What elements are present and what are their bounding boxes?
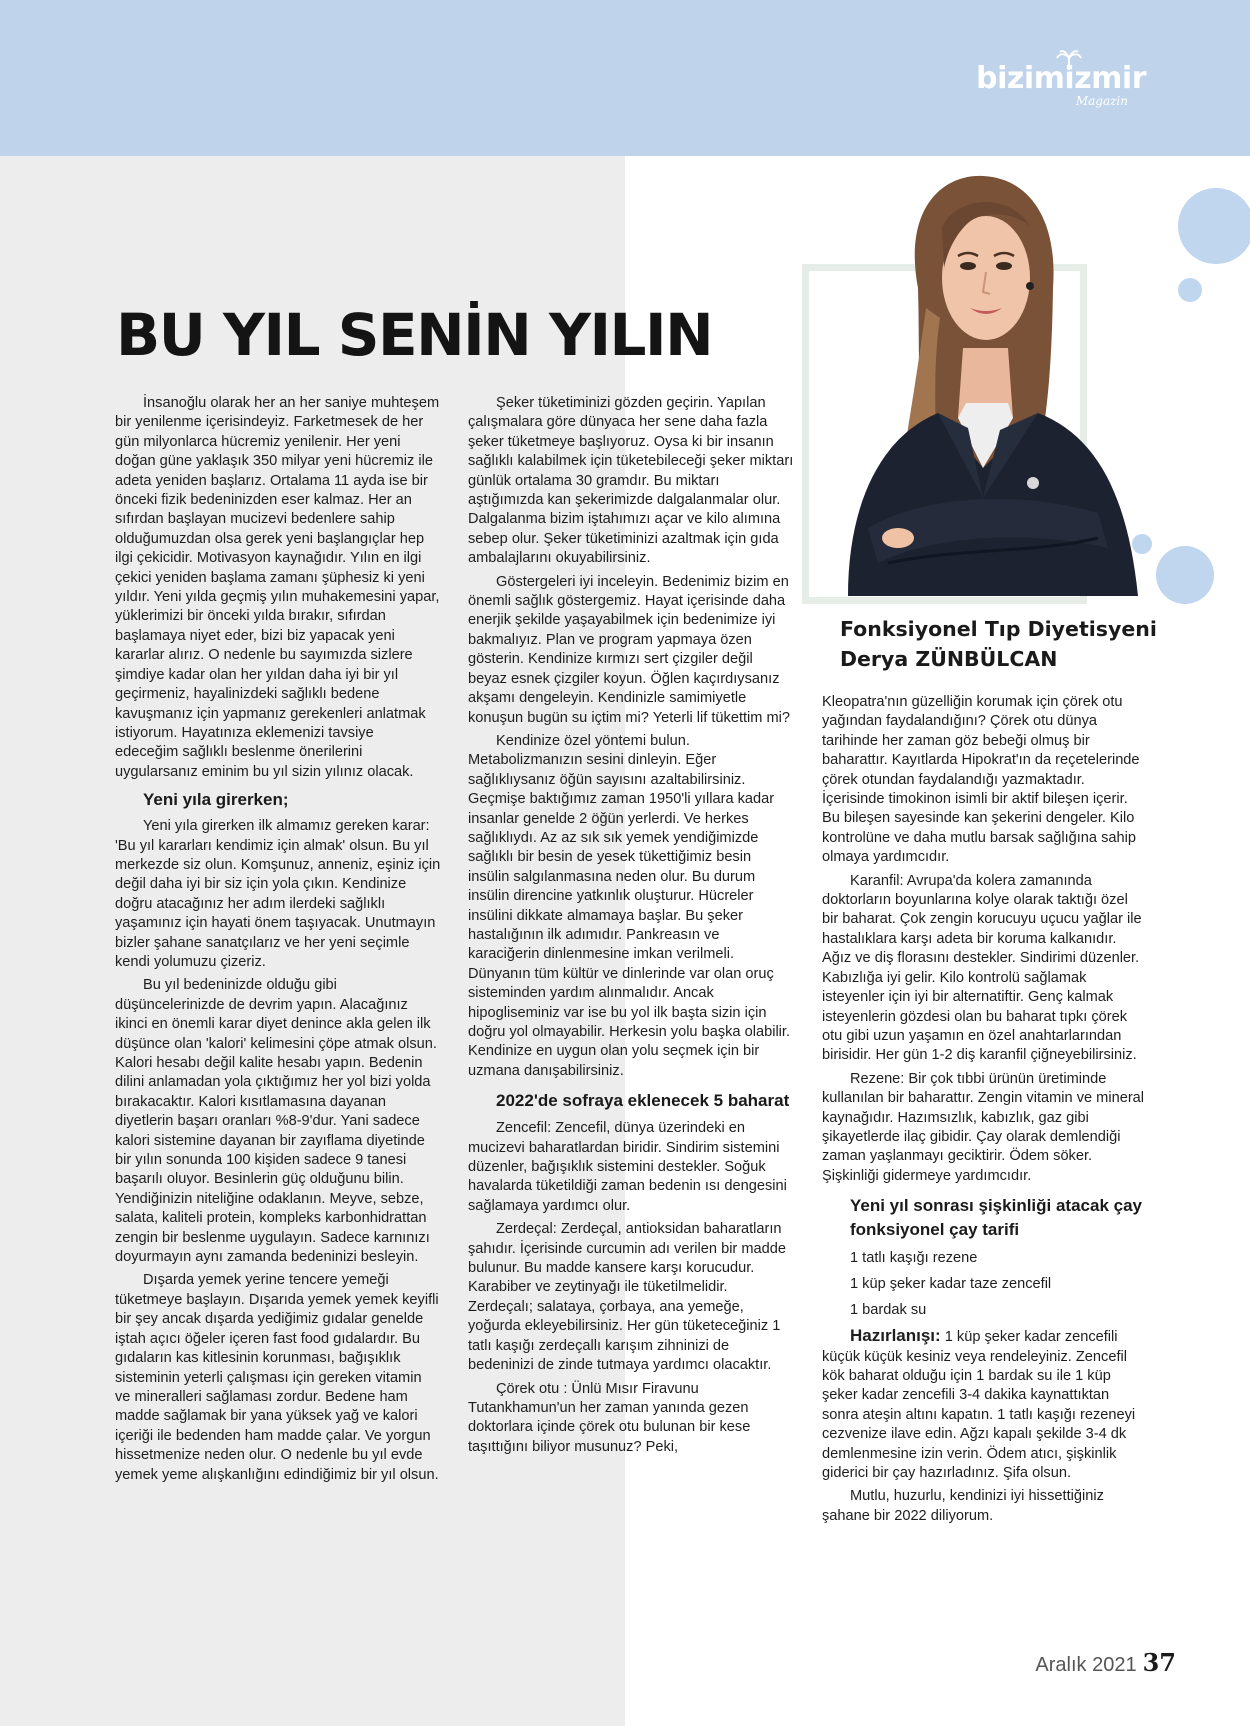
- paragraph: Karanfil: Avrupa'da kolera zamanında doktorların boyunlarına kolye olarak taktığı özel bir baharat. Çok zengin korucuyu uçucu yağlar ile hastalıklara karşı adeta bir koruma kalkanıdır. Ağız ve diş florasını destekler. Sindirimi düzenler. Kabızlığa iyi gelir. Kilo kontrolü sağlamak isteyenler için iyi bir alternatiftir. Genç kalmak isteyenlerin gözdesi olan bu baharat tıpkı çörek otu gibi uzun yaşamın en özel anahtarlarından birisidir. Her gün 1-2 diş karanfil çiğneyebilirsiniz.: [822, 872, 1142, 1064]
- author-name: Derya ZÜNBÜLCAN: [840, 647, 1058, 671]
- paragraph: Şeker tüketiminizi gözden geçirin. Yapılan çalışmalara göre dünyaca her sene daha fazla şeker tüketmeye başlıyoruz. Oysa ki bir insanın sağlıklı kalabilmek için tüketebileceği şeker miktarı günlük ortalama 30 gramdır. Bu miktarı aştığımızda kan şekerimizde dalgalanmalar olur. Dalgalanma bizim iştahımızı açar ve kilo alımına sebep olur. Şeker tüketiminizi azaltmak için gıda ambalajlarını okuyabilirsiniz.: [468, 395, 794, 567]
- recipe-preparation: [822, 1326, 1148, 1483]
- author-portrait: [808, 168, 1148, 596]
- logo-subtext: Magazin: [1075, 94, 1128, 108]
- paragraph: Zencefil: Zencefil, dünya üzerindeki en mucizevi baharatlardan biridir. Sindirim sistemini düzenler, bağışıklık sistemini destekler. Soğuk havalarda tüketildiği zaman bedenin ısı dengesini sağlamaya yardımcı olur.: [468, 1120, 787, 1214]
- paragraph: İnsanoğlu olarak her an her saniye muhteşem bir yenilenme içerisindeyiz. Farketmesek de her gün milyonlarca hücremiz yenilenir. Her yeni doğan güne yaklaşık 350 milyar yeni hücremiz ile adeta yeniden başlarız. Ortalama 11 ayda ise bir önceki fizik bedeninizden eser kalmaz. Her an sıfırdan başlayan mucizevi bedenlere sahip olduğumuzdan olsa gerek yeni başlangıçlar hep ilgi çekicidir. Motivasyon kaynağıdır. Yılın en ilgi çekici yeniden başlama zamanı şüphesiz ki yeni yıldır. Yeni yılda geçmiş yılın muhakemesini yapar, yüklerimizi bir önceki yılda bırakır, sıfırdan başlamaya niyet eder, bizi biz yapacak yeni kararlar alırız. O nedenle bu sayımızda sizlere şimdiye kadar olan her yıldan daha iyi bir yıl geçirmeniz, hayalinizdeki sağlıklı bedene kavuşmanız için yapmanız gerekenleri anlatmak istiyorum. Hayatınıza eklemenizi tavsiye edeceğim sağlıklı beslenme önerilerini uygularsanız eminim bu yıl sizin yılınız olacak.: [115, 395, 440, 780]
- paragraph: Kendinize özel yöntemi bulun. Metabolizmanızın sesini dinleyin. Eğer sağlıklıysanız öğün sayısını azaltabilirsiniz. Geçmişe baktığımız zaman 1950'li yıllara kadar insanlar genelde 2 öğün yerlerdi. Ve herkes sağlıklıydı. Az az sık sık yemek yendiğimizde sağlıklı bir besin de yesek tükettiğimiz besin insülin salgılanmasına neden olur. Bu durum insülin direncine yatkınlık oluşturur. Hücreler insülini dikkate almamaya başlar. Bu şeker hastalığının ilk adımıdır. Pankreasın ve karaciğerin dinlenmesine imkan verilmeli. Dünyanın tüm kültür ve dinlerinde var olan oruç sisteminden yardım alınmalıdır. Ancak hipogliseminiz var ise bu yol ilk başta sizin için doğru yol olmayabilir. Herkesin yolu başka olabilir. Kendinize en uygun olan yolu seçmek için bir uzmana danışabilirsiniz.: [468, 732, 791, 1079]
- magazine-logo: [976, 61, 1146, 108]
- paragraph: Kleopatra'nın güzelliğin korumak için çörek otu yağından faydalandığını? Çörek otu dünya tarihinde her zaman göz bebeği olmuş bir baharattır. Kayıtlarda Hipokrat'ın da reçetelerinde çörek otundan faydalandığı yazmaktadır. İçerisinde timokinon isimli bir aktif bileşen içerir. Bu bileşen sayesinde kan şekerini dengeler. Kilo kontrolüne ve daha mutlu barsak sağlığına sahip olmaya yardımcıdır.: [822, 694, 1140, 866]
- section-heading: 2022'de sofraya eklenecek 5 baharat: [496, 1091, 790, 1111]
- paragraph: Göstergeleri iyi inceleyin. Bedenimiz bizim en önemli sağlık göstergemiz. Hayat içerisinde daha enerjik şekilde yaşayabilmek için bedenimize iyi bakmalıyız. Plan ve program yapmaya özen gösterin. Kendinize kırmızı sert çizgiler değil beyaz esnek çizgiler koyun. Öğlen kaçırdıysanız akşamı dengeleyin. Kendinizle samimiyetle konuşun bugün su içtim mi? Yeterli lif tükettim mi?: [468, 573, 791, 726]
- page-footer: [1035, 1648, 1176, 1677]
- recipe-heading: Yeni yıl sonrası şişkinliği atacak çay fonksiyonel çay tarifi: [850, 1196, 1142, 1240]
- paragraph: Yeni yıla girerken ilk almamız gereken karar: 'Bu yıl kararları kendimiz için almak' olsun. Bu yıl merkezde siz olun. Komşunuz, anneniz, eşiniz için değil daha iyi bir siz için yola çıkın. Kendinize doğru atacağınız her adım ilerdeki sağlıklı yaşamınız için hayati önem taşıyacak. Unutmayın bizler şahane sanatçılarız ve her yeni seçimle kendi yolumuzu çizeriz.: [115, 818, 441, 970]
- page-number: 37: [1142, 1648, 1176, 1677]
- paragraph: Bu yıl bedeninizde olduğu gibi düşüncelerinizde de devrim yapın. Alacağınız ikinci en önemli karar diyet denince akla gelen ilk düşünce olan 'kalori' kelimesini çöpe atmak olsun. Kalori hesabı değil kalite hesabı yapın. Bedenin dilini anlamadan yola çıktığımız her yol bizi yolda bırakacaktır. Kalori kısıtlamasına dayanan diyetlerin başarı oranları %8-9'dur. Yani sadece kalori sistemine dayanan bir zayıflama diyetinde bir yılın sonunda 100 kişiden sadece 9 tanesi başarılı oluyor. Besinlerin güç olduğunu bilin. Yendiğinizin niteliğine odaklanın. Meyve, sebze, salata, kaliteli protein, kompleks karbonhidrattan zengin bir beslenme uygulayın. Sadece karnınızı doyurmayın aynı zamanda bedeninizi besleyin.: [115, 977, 437, 1266]
- decor-circle-medium: [1156, 546, 1214, 604]
- ingredient-item: 1 tatlı kaşığı rezene: [850, 1250, 978, 1267]
- issue-date: Aralık 2021: [1035, 1654, 1137, 1676]
- article-title: BU YIL SENİN YILIN: [116, 301, 713, 369]
- article-column-3: [822, 693, 1148, 1530]
- author-byline: [840, 614, 1157, 674]
- author-title: Fonksiyonel Tıp Diyetisyeni: [840, 617, 1157, 641]
- paragraph: Dışarda yemek yerine tencere yemeği tüketmeye başlayın. Dışarıda yemek yemek keyifli bir şey ancak dışarda yediğimiz gıdalar genelde iştah açıcı öğeler içeren fast food gıdalardır. Bu gıdaların kas kitlesinin korunması, bağışıklık sisteminin yeterli çalışması için gereken vitamin ve mineralleri sağlaması zordur. Bedene ham madde sağlamak bir yana yüksek yağ ve kalori içeriği ile bedenden ham madde çalar. Ve yorgun hissetmenize neden olur. O nedenle bu yıl evde yemek yeme alışkanlığını edindiğimiz bir yıl olsun.: [115, 1272, 439, 1483]
- decor-circle-large: [1178, 188, 1250, 264]
- logo-text: bizimizmir: [976, 61, 1146, 96]
- ingredient-item: 1 bardak su: [850, 1302, 927, 1319]
- palm-tree-icon: [1056, 50, 1082, 70]
- preparation-text: 1 küp şeker kadar zencefili küçük küçük kesiniz veya rendeleyiniz. Zencefil kök baharat olduğu için 1 bardak su ile 1 küp şeker kadar zencefili 3-4 dakika kaynattıktan sonra ateşin altını kapatın. 1 tatlı kaşığı rezeneyi cezvenize ilave edin. Ağzı kapalı şekilde 3-4 dk demlenmesine izin verin. Ödem atıcı, şişkinlik giderici bir çay hazırladınız. Şifa olsun.: [822, 1329, 1136, 1481]
- paragraph: Rezene: Bir çok tıbbi ürünün üretiminde kullanılan bir baharattır. Zengin vitamin ve mineral kaynağıdır. Hazımsızlık, kabızlık, gaz gibi şikayetlerde ilaç gibidir. Çay olarak demlendiği zaman yaşlanmayı geciktirir. Ödem söker. Şişkinliği gidermeye yardımcıdır.: [822, 1070, 1145, 1184]
- decor-circle-small: [1178, 278, 1202, 302]
- paragraph: Mutlu, huzurlu, kendinizi iyi hissettiğiniz şahane bir 2022 diliyorum.: [822, 1488, 1104, 1524]
- article-column-1: [115, 394, 441, 1489]
- article-column-2: [468, 394, 794, 1461]
- preparation-label: Hazırlanışı:: [850, 1326, 941, 1346]
- ingredient-item: 1 küp şeker kadar taze zencefil: [850, 1276, 1052, 1293]
- paragraph: Zerdeçal: Zerdeçal, antioksidan baharatların şahıdır. İçerisinde curcumin adı verilen bir madde bulunur. Bu madde kansere karşı korucudur. Karabiber ve zeytinyağı ile tüketilmelidir. Zerdeçalı; salataya, çorbaya, ana yemeğe, yoğurda ekleyebilirsiniz. Her gün tüketeceğiniz 1 tatlı kaşığı zerdeçallı karışım zihninizi de bedeninizi de zinde tutmaya yardımcı olacaktır.: [468, 1221, 786, 1374]
- section-heading: Yeni yıla girerken;: [143, 790, 289, 810]
- paragraph: Çörek otu : Ünlü Mısır Firavunu Tutankhamun'un her zaman yanında gezen doktorlara içinde çörek otu bulunan bir kese taşıttığını biliyor musunuz? Peki,: [468, 1380, 751, 1455]
